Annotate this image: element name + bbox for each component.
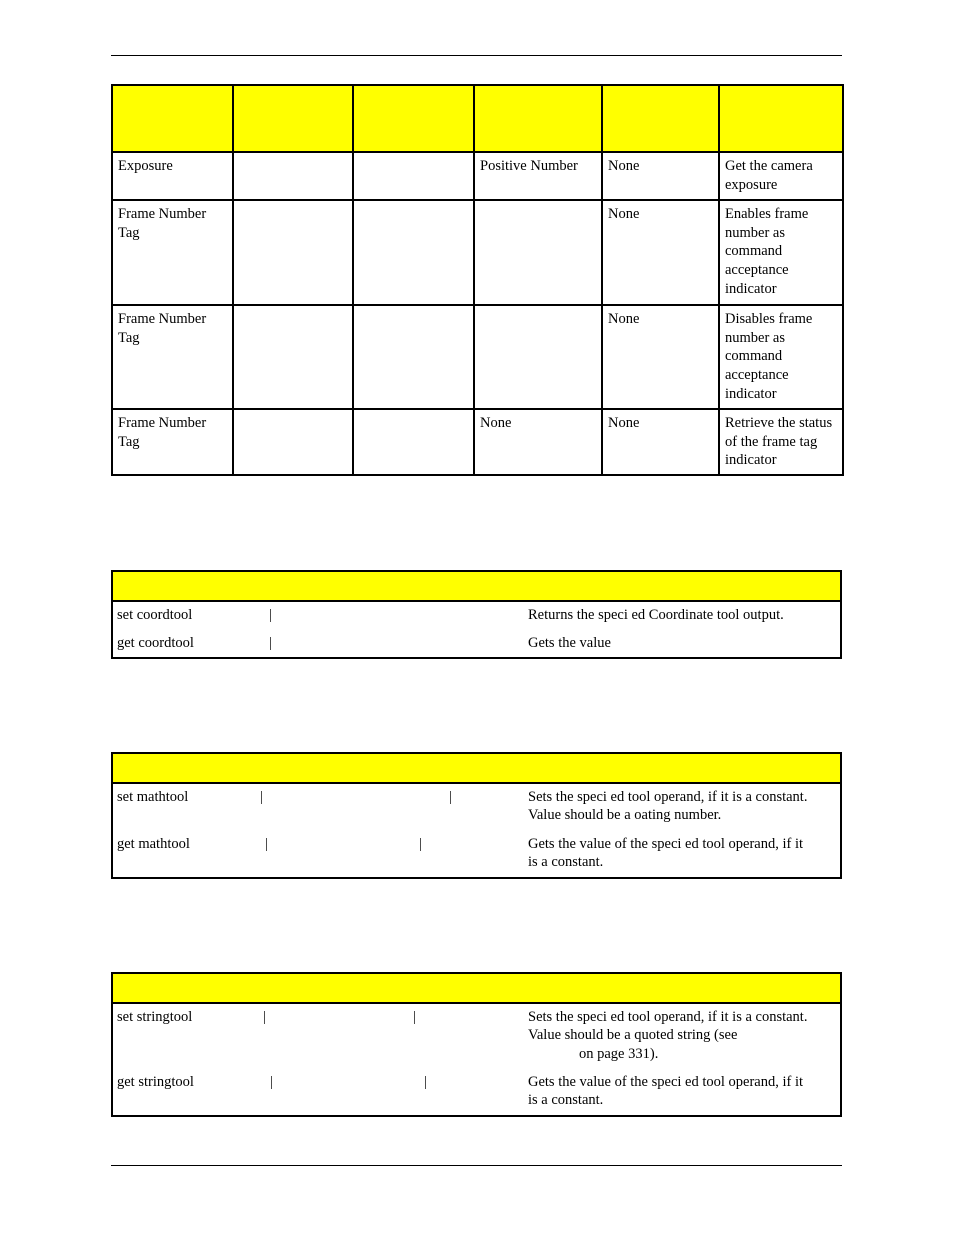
mathtool-command-table: [111, 752, 842, 879]
table-cell: Enables frame number as command acceptance indicator: [719, 200, 843, 305]
table-cell: Positive Number: [474, 152, 602, 200]
top-rule: [111, 55, 842, 56]
separator: |: [260, 789, 263, 805]
table-row: [113, 602, 840, 630]
table-cell: [353, 152, 474, 200]
command-description: Value should be a quoted string (see: [528, 1027, 738, 1043]
table-cell: None: [602, 152, 719, 200]
table-row: [112, 200, 843, 305]
table-cell: Exposure: [112, 152, 233, 200]
command-description: Gets the value of the speci ed tool operand, if it: [528, 836, 804, 852]
command-description: on page 331).: [579, 1046, 659, 1062]
command-name: get stringtool: [117, 1074, 194, 1090]
table-cell: Get the camera exposure: [719, 152, 843, 200]
table-cell: Retrieve the status of the frame tag indicator: [719, 409, 843, 475]
table-cell: None: [602, 200, 719, 305]
mathtool-header-bar: [113, 754, 840, 784]
separator: |: [413, 1009, 416, 1025]
table-cell: [353, 305, 474, 409]
table-cell: None: [602, 305, 719, 409]
separator: |: [419, 836, 422, 852]
command-description: Sets the speci ed tool operand, if it is a constant.: [528, 789, 808, 805]
table-row: [113, 1069, 840, 1115]
command-description: Gets the value: [528, 635, 611, 651]
separator: |: [269, 635, 272, 651]
coordtool-header-bar: [113, 572, 840, 602]
separator: |: [265, 836, 268, 852]
table-cell: [474, 200, 602, 305]
table-cell: [233, 200, 353, 305]
stringtool-header-bar: [113, 974, 840, 1004]
command-description: Gets the value of the speci ed tool operand, if it: [528, 1074, 804, 1090]
bottom-rule: [111, 1165, 842, 1166]
separator: |: [270, 1074, 273, 1090]
command-description: Sets the speci ed tool operand, if it is a constant.: [528, 1009, 808, 1025]
parameter-table: [111, 84, 844, 476]
table-cell: [353, 409, 474, 475]
table-cell: [233, 305, 353, 409]
command-description: Value should be a oating number.: [528, 807, 722, 823]
table-cell: [233, 409, 353, 475]
command-name: get coordtool: [117, 635, 194, 651]
table-cell: [353, 200, 474, 305]
table-cell: None: [474, 409, 602, 475]
separator: |: [449, 789, 452, 805]
command-name: set mathtool: [117, 789, 189, 805]
command-name: get mathtool: [117, 836, 190, 852]
table-cell: None: [602, 409, 719, 475]
table-cell: [474, 305, 602, 409]
table-header-row: [112, 85, 843, 152]
table-row: [113, 630, 840, 658]
command-description: Returns the speci ed Coordinate tool output.: [528, 607, 784, 623]
table-row: [112, 152, 843, 200]
command-description: is a constant.: [528, 854, 604, 870]
table-cell: Frame Number Tag: [112, 409, 233, 475]
command-name: set stringtool: [117, 1009, 193, 1025]
table-cell: Frame Number Tag: [112, 305, 233, 409]
table-row: [113, 784, 840, 831]
separator: |: [269, 607, 272, 623]
table-row: [113, 1004, 840, 1069]
coordtool-command-table: [111, 570, 842, 659]
table-cell: [233, 152, 353, 200]
separator: |: [424, 1074, 427, 1090]
command-name: set coordtool: [117, 607, 193, 623]
table-cell: Disables frame number as command acceptance indicator: [719, 305, 843, 409]
table-row: [112, 409, 843, 475]
table-cell: Frame Number Tag: [112, 200, 233, 305]
stringtool-command-table: [111, 972, 842, 1117]
command-description: is a constant.: [528, 1092, 604, 1108]
separator: |: [263, 1009, 266, 1025]
table-row: [113, 831, 840, 877]
table-row: [112, 305, 843, 409]
